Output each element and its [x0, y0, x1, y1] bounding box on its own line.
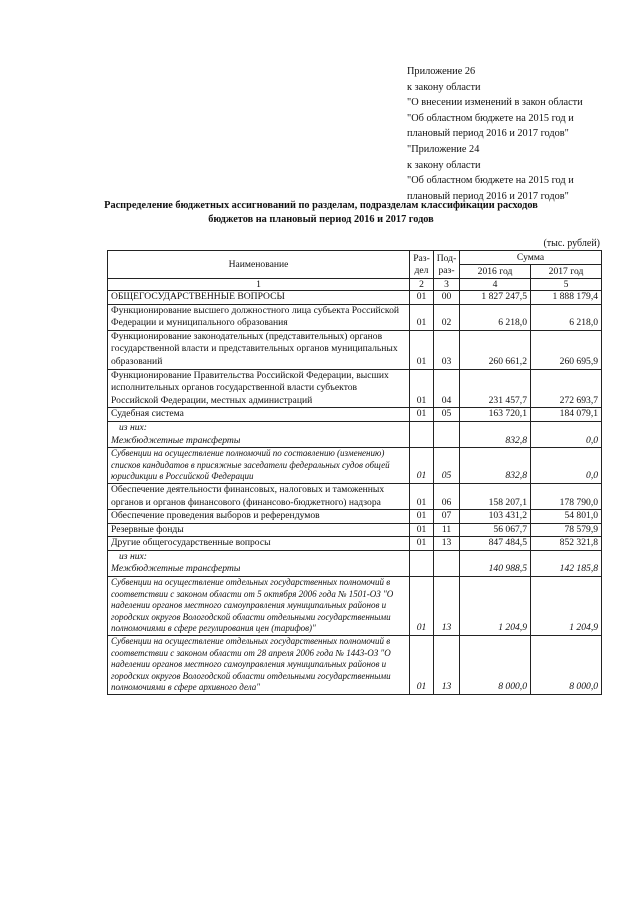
table-body	[108, 279, 602, 695]
row-name-cell	[108, 537, 410, 551]
subsection-code-cell: 02	[434, 304, 460, 330]
table-row	[108, 636, 602, 695]
amount-2017-cell: 0,0	[531, 421, 602, 447]
amount-2016-cell: 158 207,1	[460, 483, 531, 509]
budget-table	[107, 250, 602, 695]
amount-2017-cell: 1 204,9	[531, 577, 602, 636]
header-year-2016: 2016 год	[460, 265, 531, 279]
section-code-cell	[410, 550, 434, 576]
amount-2016-cell: 832,8	[460, 448, 531, 484]
row-name-cell	[108, 330, 410, 369]
row-name-cell	[108, 550, 410, 576]
subsection-code-cell: 07	[434, 510, 460, 524]
appendix-line: "О внесении изменений в закон области	[407, 97, 583, 109]
title-line-1: Распределение бюджетных ассигнований по разделам, подразделам классификации расходов	[104, 200, 538, 211]
section-code-cell	[410, 421, 434, 447]
amount-2017-cell: 178 790,0	[531, 483, 602, 509]
row-name: Судебная система	[111, 408, 184, 420]
row-name: Другие общегосударственные вопросы	[111, 537, 271, 549]
amount-2016-cell: 6 218,0	[460, 304, 531, 330]
row-name: Субвенции на осуществление отдельных государственных полномочий в соответствии с законом области от 5 октября 2006 года № 1501-ОЗ "О наделении органов местного самоуправления муниципальных районов и городских округов Вологодской области отдельными государственными полномочиями в сфере регулирования цен (тарифов)"	[111, 577, 394, 634]
row-name-cell	[108, 408, 410, 422]
index-cell: 3	[434, 279, 460, 291]
units-label: (тыс. рублей)	[543, 238, 600, 249]
row-name-cell	[108, 636, 410, 695]
index-cell: 2	[410, 279, 434, 291]
title-line-2: бюджетов на плановый период 2016 и 2017 годов	[208, 214, 434, 225]
amount-2016-cell: 260 661,2	[460, 330, 531, 369]
row-name-cell	[108, 291, 410, 305]
appendix-line: Приложение 26	[407, 66, 476, 77]
table-row	[108, 291, 602, 305]
amount-2017-cell: 260 695,9	[531, 330, 602, 369]
subsection-code-cell	[434, 421, 460, 447]
subsection-code-cell: 05	[434, 408, 460, 422]
section-code-cell: 01	[410, 291, 434, 305]
row-name: ОБЩЕГОСУДАРСТВЕННЫЕ ВОПРОСЫ	[111, 291, 285, 302]
section-code-cell: 01	[410, 510, 434, 524]
amount-2017-cell: 8 000,0	[531, 636, 602, 695]
row-name: Функционирование законодательных (представительных) органов государственной власти и представительных органов муниципальных образований	[111, 330, 398, 367]
table-row	[108, 537, 602, 551]
table-row	[108, 523, 602, 537]
header-subsection: Под-раз-	[434, 251, 460, 279]
subsection-code-cell: 03	[434, 330, 460, 369]
row-name-cell	[108, 448, 410, 484]
row-name: Межбюджетные трансферты	[111, 434, 241, 446]
index-cell: 4	[460, 279, 531, 291]
appendix-line: к закону области	[407, 159, 481, 171]
amount-2017-cell: 852 321,8	[531, 537, 602, 551]
table-row	[108, 577, 602, 636]
row-name: Функционирование высшего должностного лица субъекта Российской Федерации и муниципального образования	[111, 304, 400, 329]
amount-2016-cell: 8 000,0	[460, 636, 531, 695]
subsection-code-cell: 11	[434, 523, 460, 537]
amount-2016-cell: 847 484,5	[460, 537, 531, 551]
row-name: Межбюджетные трансферты	[111, 563, 241, 575]
amount-2017-cell: 272 693,7	[531, 369, 602, 408]
appendix-header	[407, 64, 632, 204]
row-name-cell	[108, 304, 410, 330]
table-row	[108, 483, 602, 509]
subsection-code-cell: 13	[434, 537, 460, 551]
row-sublabel: из них:	[119, 421, 147, 433]
table-row	[108, 408, 602, 422]
table-row	[108, 304, 602, 330]
row-name: Функционирование Правительства Российской Федерации, высших исполнительных органов государственной власти субъектов Российской Федерации, местных администраций	[111, 369, 389, 406]
index-cell: 5	[531, 279, 602, 291]
row-name-cell	[108, 577, 410, 636]
subsection-code-cell: 06	[434, 483, 460, 509]
row-sublabel: из них:	[119, 550, 147, 562]
section-code-cell: 01	[410, 408, 434, 422]
appendix-line: плановый период 2016 и 2017 годов"	[407, 128, 569, 140]
section-code-cell: 01	[410, 448, 434, 484]
header-year-2017: 2017 год	[531, 265, 602, 279]
amount-2017-cell: 1 888 179,4	[531, 291, 602, 305]
subsection-code-cell: 13	[434, 577, 460, 636]
amount-2016-cell: 140 988,5	[460, 550, 531, 576]
row-name-cell	[108, 421, 410, 447]
row-name: Субвенции на осуществление отдельных государственных полномочий в соответствии с законом области от 28 апреля 2006 года № 1443-ОЗ "О наделении органов местного самоуправления муниципальных районов и городских округов Вологодской области отдельными государственными полномочиями в сфере архивного дела"	[111, 636, 391, 693]
amount-2017-cell: 0,0	[531, 448, 602, 484]
row-name-cell	[108, 369, 410, 408]
section-code-cell: 01	[410, 636, 434, 695]
amount-2016-cell: 103 431,2	[460, 510, 531, 524]
row-name-cell	[108, 483, 410, 509]
section-code-cell: 01	[410, 330, 434, 369]
row-name-cell	[108, 510, 410, 524]
row-name-cell	[108, 523, 410, 537]
appendix-line: к закону области	[407, 81, 481, 93]
subsection-code-cell: 05	[434, 448, 460, 484]
amount-2016-cell: 163 720,1	[460, 408, 531, 422]
index-cell: 1	[108, 279, 410, 291]
row-name: Обеспечение деятельности финансовых, налоговых и таможенных органов и органов финансового (финансово-бюджетного) надзора	[111, 483, 385, 508]
row-name: Обеспечение проведения выборов и референдумов	[111, 510, 320, 522]
subsection-code-cell: 13	[434, 636, 460, 695]
amount-2017-cell: 142 185,8	[531, 550, 602, 576]
amount-2016-cell: 1 827 247,5	[460, 291, 531, 305]
appendix-line: плановый период 2016 и 2017 годов"	[407, 190, 569, 202]
amount-2016-cell: 56 067,7	[460, 523, 531, 537]
table-row	[108, 448, 602, 484]
subsection-code-cell	[434, 550, 460, 576]
amount-2016-cell: 832,8	[460, 421, 531, 447]
header-name: Наименование	[108, 251, 410, 279]
subsection-code-cell: 04	[434, 369, 460, 408]
row-name: Субвенции на осуществление полномочий по составлению (изменению) списков кандидатов в присяжные заседатели федеральных судов общей юрисдикции в Российской Федерации	[111, 448, 390, 482]
table-row	[108, 510, 602, 524]
amount-2016-cell: 231 457,7	[460, 369, 531, 408]
amount-2017-cell: 54 801,0	[531, 510, 602, 524]
row-name: Резервные фонды	[111, 523, 184, 535]
table-row	[108, 550, 602, 576]
section-code-cell: 01	[410, 523, 434, 537]
document-title	[100, 199, 542, 227]
amount-2016-cell: 1 204,9	[460, 577, 531, 636]
table-row	[108, 330, 602, 369]
appendix-line: "Приложение 24	[407, 143, 480, 155]
subsection-code-cell: 00	[434, 291, 460, 305]
section-code-cell: 01	[410, 483, 434, 509]
amount-2017-cell: 78 579,9	[531, 523, 602, 537]
section-code-cell: 01	[410, 577, 434, 636]
appendix-line: "Об областном бюджете на 2015 год и	[407, 112, 574, 124]
section-code-cell: 01	[410, 304, 434, 330]
header-sum: Сумма	[460, 251, 602, 265]
section-code-cell: 01	[410, 369, 434, 408]
amount-2017-cell: 184 079,1	[531, 408, 602, 422]
amount-2017-cell: 6 218,0	[531, 304, 602, 330]
header-section: Раз-дел	[410, 251, 434, 279]
appendix-line: "Об областном бюджете на 2015 год и	[407, 175, 574, 187]
table-row	[108, 369, 602, 408]
section-code-cell: 01	[410, 537, 434, 551]
table-row	[108, 421, 602, 447]
